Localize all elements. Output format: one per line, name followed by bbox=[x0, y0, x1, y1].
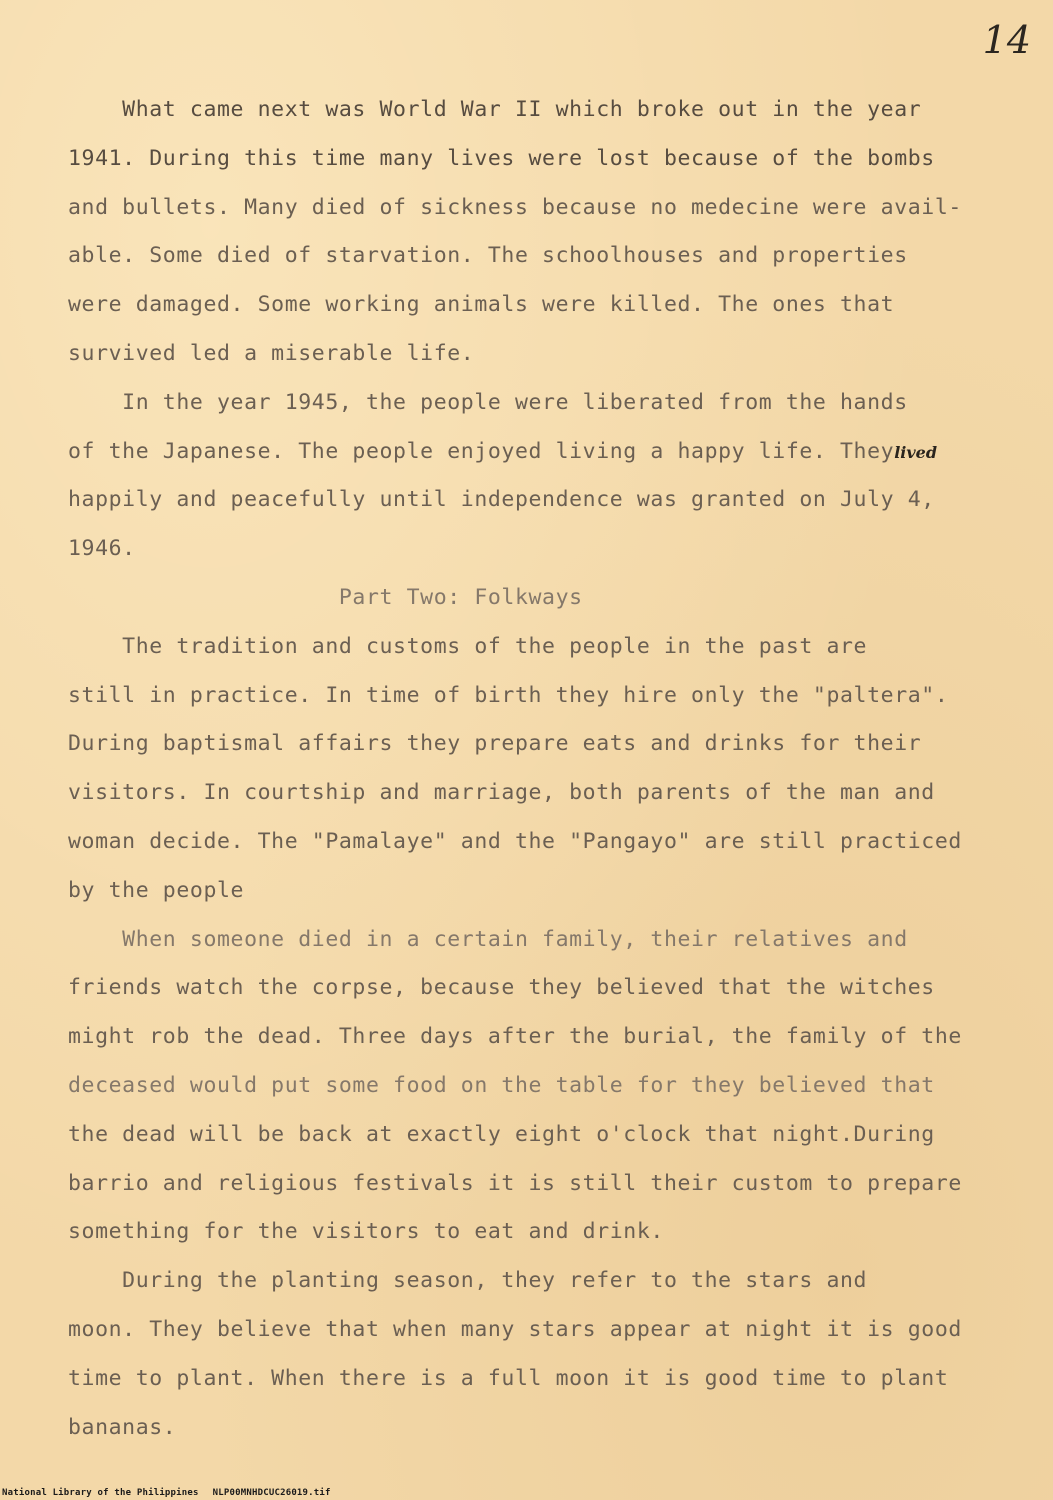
text-line: and bullets. Many died of sickness because no medecine were avail- bbox=[68, 194, 962, 220]
text-line: moon. They believe that when many stars appear at night it is good bbox=[68, 1316, 962, 1342]
text-line: by the people bbox=[68, 877, 245, 903]
footer-filename: NLP00MNHDCUC26019.tif bbox=[212, 1488, 331, 1498]
text-line: were damaged. Some working animals were killed. The ones that bbox=[68, 292, 895, 318]
text-line: During the planting season, they refer to the stars and bbox=[68, 1268, 868, 1294]
text-line: barrio and religious festivals it is still their custom to prepare bbox=[68, 1170, 962, 1196]
handwritten-insert: lived bbox=[894, 442, 938, 462]
text-line: bananas. bbox=[68, 1414, 177, 1440]
text-line: still in practice. In time of birth they hire only the "paltera". bbox=[68, 682, 949, 708]
text-line bbox=[68, 428, 1028, 477]
text-line: The tradition and customs of the people in the past are bbox=[68, 633, 868, 659]
text-line: happily and peacefully until independence was granted on July 4, bbox=[68, 487, 935, 513]
text-line: friends watch the corpse, because they believed that the witches bbox=[68, 975, 935, 1001]
text-line: 1941. During this time many lives were lost because of the bombs bbox=[68, 145, 935, 171]
text-line: able. Some died of starvation. The schoolhouses and properties bbox=[68, 243, 908, 269]
text-line: visitors. In courtship and marriage, both parents of the man and bbox=[68, 780, 935, 806]
text-line: might rob the dead. Three days after the burial, the family of the bbox=[68, 1024, 962, 1050]
text-line: time to plant. When there is a full moon it is good time to plant bbox=[68, 1365, 949, 1391]
text-line: deceased would put some food on the table for they believed that bbox=[68, 1072, 935, 1098]
page-number: 14 bbox=[982, 18, 1031, 62]
text-line: survived led a miserable life. bbox=[68, 340, 475, 366]
text-line: the dead will be back at exactly eight o'clock that night.During bbox=[68, 1121, 935, 1147]
text-line: What came next was World War II which broke out in the year bbox=[68, 97, 922, 122]
section-heading: Part Two: Folkways bbox=[68, 584, 583, 610]
text-line: woman decide. The "Pamalaye" and the "Pangayo" are still practiced bbox=[68, 828, 962, 854]
text-line: During baptismal affairs they prepare eats and drinks for their bbox=[68, 731, 922, 757]
text-line: In the year 1945, the people were liberated from the hands bbox=[68, 389, 908, 415]
scan-footer bbox=[2, 1488, 331, 1498]
text-line: When someone died in a certain family, their relatives and bbox=[68, 926, 908, 952]
text-line: something for the visitors to eat and drink. bbox=[68, 1219, 664, 1245]
text-line: 1946. bbox=[68, 536, 136, 562]
footer-library: National Library of the Philippines bbox=[2, 1488, 199, 1498]
text-line-content: of the Japanese. The people enjoyed living a happy life. They bbox=[68, 438, 895, 464]
document-body bbox=[68, 86, 1028, 1452]
